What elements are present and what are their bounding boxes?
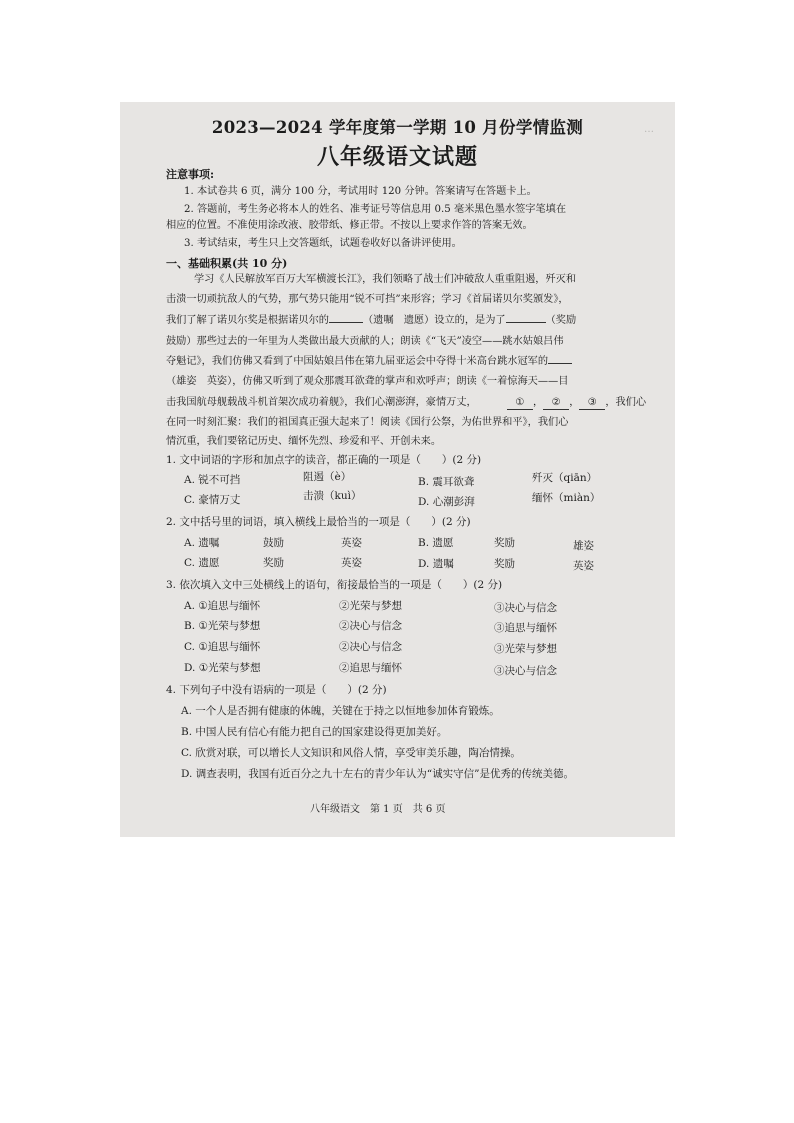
passage-line: 学习《人民解放军百万大军横渡长江》，我们领略了战士们冲破敌人重重阻遏，歼灭和 xyxy=(194,274,577,285)
q2-option-b-word: 奖励 xyxy=(494,537,515,549)
passage-line: 在同一时刻汇聚：我们的祖国真正强大起来了！阅读《国行公祭，为佑世界和平》，我们心 xyxy=(166,417,569,428)
passage-line: 击我国航母舰载战斗机首架次成功着舰》，我们心潮澎湃，豪情万丈， xyxy=(166,397,477,408)
q3-option-b-part: ②决心与信念 xyxy=(339,620,402,632)
q4-option-c: C. 欣赏对联，可以增长人文知识和风俗人情，享受审美乐趣，陶冶情操。 xyxy=(181,747,521,759)
q3-option-d-part: ②追思与缅怀 xyxy=(339,662,402,674)
exam-paper-photo xyxy=(120,102,675,837)
passage-line: 鼓励）那些过去的一年里为人类做出最大贡献的人；朗读《“飞天”凌空——跳水姑娘吕伟 xyxy=(166,336,564,347)
numbered-blanks: ① ， ② ， ③ ，我们心 xyxy=(507,396,646,410)
question-2-stem: 2. 文中括号里的词语，填入横线上最恰当的一项是（ ）(2 分) xyxy=(166,516,471,528)
q3-option-a-part: ③决心与信念 xyxy=(494,602,557,614)
q2-option-a-word: 鼓励 xyxy=(263,537,284,549)
q3-option-c-part: ③光荣与梦想 xyxy=(494,643,557,655)
question-1-stem: 1. 文中词语的字形和加点字的读音，都正确的一项是（ ）(2 分) xyxy=(166,454,482,466)
q3-option-a: A. ①追思与缅怀 xyxy=(184,600,261,612)
exam-title: 2023—2024 学年度第一学期 10 月份学情监测 xyxy=(211,118,584,137)
passage-line: （雄姿 英姿），仿佛又听到了观众那震耳欲聋的掌声和欢呼声；朗读《一着惊海天——目 xyxy=(166,376,569,387)
question-4-stem: 4. 下列句子中没有语病的一项是（ ）(2 分) xyxy=(166,684,387,696)
passage-line: 我们了解了诺贝尔奖是根据诺贝尔的 （遗嘱 遗愿）设立的，是为了 （奖励 xyxy=(166,315,577,326)
q4-option-a: A. 一个人是否拥有健康的体魄，关键在于持之以恒地参加体育锻炼。 xyxy=(181,705,500,717)
q4-option-b: B. 中国人民有信心有能力把自己的国家建设得更加美好。 xyxy=(181,726,448,738)
exam-subtitle: 八年级语文试题 xyxy=(316,144,478,170)
blank-2: ② xyxy=(543,396,569,410)
q1-option-d: D. 心潮彭湃 xyxy=(418,496,475,508)
q3-option-b: B. ①光荣与梦想 xyxy=(184,620,261,632)
note-2-cont: 相应的位置。不准使用涂改液、胶带纸、修正带。不按以上要求作答的答案无效。 xyxy=(166,220,533,231)
q2-option-b: B. 遗愿 xyxy=(418,537,454,549)
notes-heading: 注意事项: xyxy=(166,168,215,181)
q3-option-d-part: ③决心与信念 xyxy=(494,665,557,677)
q1-option-b: B. 震耳欲聋 xyxy=(418,476,475,488)
q2-option-a-word: 英姿 xyxy=(341,537,362,549)
blank-3: ③ xyxy=(579,396,605,410)
q1-option-c: C. 豪情万丈 xyxy=(184,494,241,506)
fill-blank xyxy=(506,322,546,323)
question-3-stem: 3. 依次填入文中三处横线上的语句，衔接最恰当的一项是（ ）(2 分) xyxy=(166,579,503,591)
q3-option-c-part: ②决心与信念 xyxy=(339,641,402,653)
q4-option-d: D. 调查表明，我国有近百分之九十左右的青少年认为“诚实守信”是优秀的传统美德。 xyxy=(181,768,574,780)
q2-option-c-word: 英姿 xyxy=(341,557,362,569)
q2-option-d: D. 遗嘱 xyxy=(418,558,454,570)
q1-option-a-word: 阻遏（è） xyxy=(303,471,352,483)
q2-option-d-word: 英姿 xyxy=(573,560,594,572)
passage-line: 击溃一切顽抗敌人的气势，那气势只能用“锐不可挡”来形容；学习《首届诺贝尔奖颁发》， xyxy=(166,294,569,305)
q2-option-c: C. 遗愿 xyxy=(184,557,220,569)
q3-option-c: C. ①追思与缅怀 xyxy=(184,641,261,653)
q1-option-a: A. 锐不可挡 xyxy=(184,474,241,486)
q2-option-b-word: 雄姿 xyxy=(573,540,594,552)
page-footer: 八年级语文 第 1 页 共 6 页 xyxy=(310,804,446,815)
q2-option-a: A. 遗嘱 xyxy=(184,537,220,549)
q1-option-c-word: 击溃（kuì） xyxy=(303,490,362,502)
q2-option-c-word: 奖励 xyxy=(263,557,284,569)
bleed-through-text: … xyxy=(644,124,654,135)
passage-line: 夺魁记》，我们仿佛又看到了中国姑娘吕伟在第九届亚运会中夺得十米高台跳水冠军的 xyxy=(166,355,572,368)
note-1: 1. 本试卷共 6 页，满分 100 分，考试用时 120 分钟。答案请写在答题卡上。 xyxy=(184,186,537,197)
q1-option-b-word: 歼灭（qiān） xyxy=(532,472,598,484)
note-2: 2. 答题前，考生务必将本人的姓名、准考证号等信息用 0.5 毫米黑色墨水签字笔填在 xyxy=(184,204,567,215)
fill-blank xyxy=(548,363,572,364)
q3-option-d: D. ①光荣与梦想 xyxy=(184,662,261,674)
q3-option-a-part: ②光荣与梦想 xyxy=(339,600,402,612)
q1-option-d-word: 缅怀（miàn） xyxy=(532,492,601,504)
q2-option-d-word: 奖励 xyxy=(494,558,515,570)
fill-blank xyxy=(329,322,363,323)
blank-1: ① xyxy=(507,396,533,410)
q3-option-b-part: ③追思与缅怀 xyxy=(494,622,557,634)
section-heading: 一、基础积累(共 10 分) xyxy=(166,257,288,270)
note-3: 3. 考试结束，考生只上交答题纸，试题卷收好以备讲评使用。 xyxy=(184,238,462,249)
passage-line: 情沉重，我们要铭记历史、缅怀先烈、珍爱和平、开创未来。 xyxy=(166,436,442,447)
